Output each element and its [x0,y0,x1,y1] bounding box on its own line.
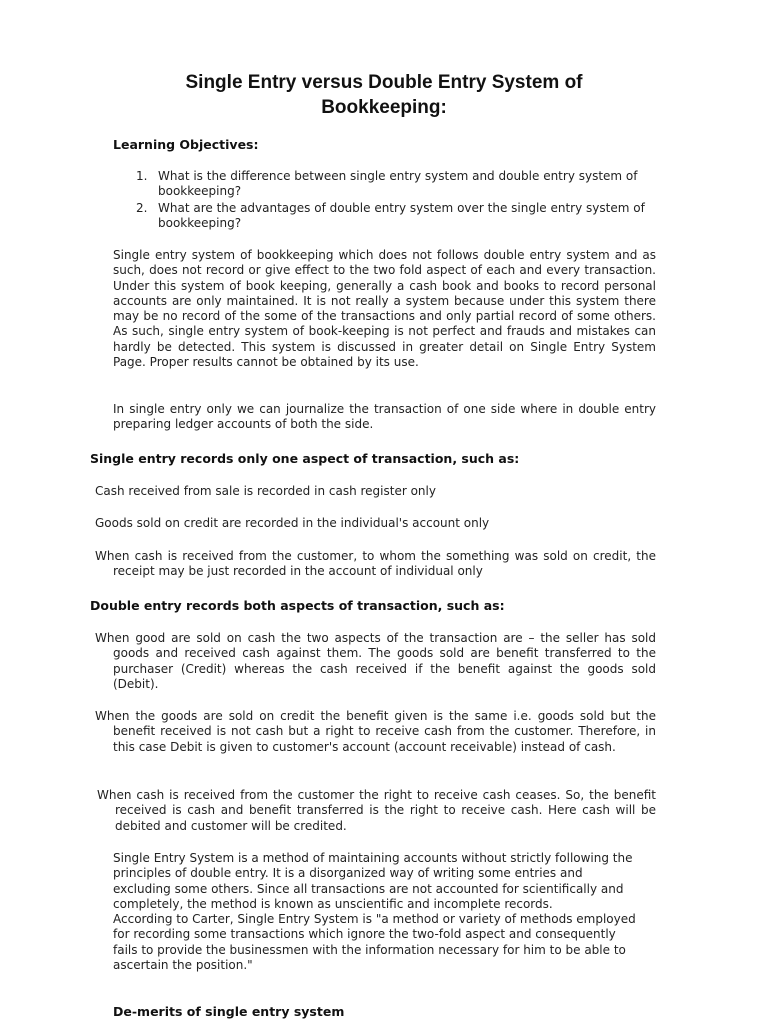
learning-objectives-list [136,169,656,232]
double-entry-heading: Double entry records both aspects of transaction, such as: [90,598,505,613]
single-entry-item: Cash received from sale is recorded in cash register only [95,484,436,498]
double-entry-item: When good are sold on cash the two aspects of the transaction are – the seller has sold goods and received cash against them. The goods sold are benefit transferred to the purchaser (Credit) whereas the cash received if the benefit against the goods sold (Debit). [95,631,656,691]
journalize-paragraph: In single entry only we can journalize the transaction of one side where in double entry preparing ledger accounts of both the side. [113,402,656,432]
list-item: 1. What is the difference between single entry system and double entry system of bookkeeping? [136,169,638,199]
single-entry-item: When cash is received from the customer, to whom the something was sold on credit, the receipt may be just recorded in the account of individual only [95,549,656,579]
list-item: 2. What are the advantages of double entry system over the single entry system of bookkeeping? [136,200,645,230]
document-title: Single Entry versus Double Entry System of Bookkeeping: [185,72,583,118]
single-entry-item: Goods sold on credit are recorded in the individual's account only [95,516,490,530]
definition-paragraph: Single Entry System is a method of maintaining accounts without strictly following the principles of double entry. It is a disorganized way of writing some entries and excluding some others. Since all transactions are not accounted for scientifically and completely, the method is known as unscientific and incomplete records. [113,851,633,911]
intro-paragraph: Single entry system of bookkeeping which does not follows double entry system and as such, does not record or give effect to the two fold aspect of each and every transaction. Under this system of book keeping, generally a cash book and books to record personal accounts are only maintained. It is not really a system because under this system there may be no record of the some of the transactions and only partial record of some others. As such, single entry system of book-keeping is not perfect and frauds and mistakes can hardly be detected. This system is discussed in greater detail on Single Entry System Page. Proper results cannot be obtained by its use. [113,248,656,370]
double-entry-item: When cash is received from the customer the right to receive cash ceases. So, the benefit received is cash and benefit transferred is the right to receive cash. Here cash will be debited and customer will be credited. [97,788,656,833]
carter-paragraph: According to Carter, Single Entry System is "a method or variety of methods employed for recording some transactions which ignore the two-fold aspect and consequently fails to provide the businessmen with the information necessary for him to be able to ascertain the position." [113,912,636,972]
demerits-heading: De-merits of single entry system [113,1004,345,1019]
double-entry-item: When the goods are sold on credit the benefit given is the same i.e. goods sold but the benefit received is not cash but a right to receive cash from the customer. Therefore, in this case Debit is given to customer's account (account receivable) instead of cash. [95,709,656,754]
single-entry-heading: Single entry records only one aspect of transaction, such as: [90,451,520,466]
learning-objectives-heading: Learning Objectives: [113,137,259,152]
